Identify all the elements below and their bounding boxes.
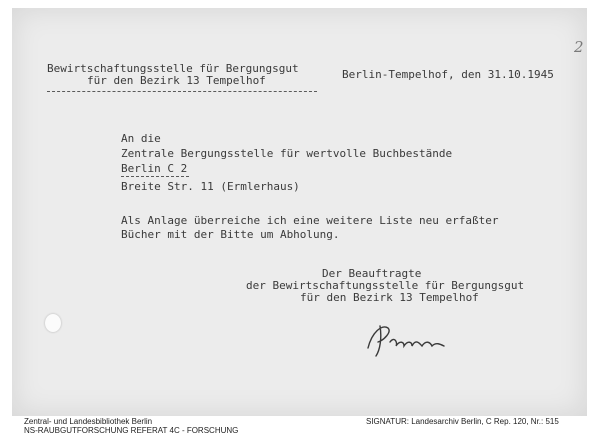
closing-line-2: der Bewirtschaftungsstelle für Bergungsgut xyxy=(246,279,525,292)
body-line-2: Bücher mit der Bitte um Abholung. xyxy=(121,228,340,241)
recipient-city-underline xyxy=(121,176,189,177)
footer-signature-ref: SIGNATUR: Landesarchiv Berlin, C Rep. 120, Nr.: 515 xyxy=(366,417,559,426)
body-line-1: Als Anlage überreiche ich eine weitere Liste neu erfaßter xyxy=(121,214,499,227)
document-page xyxy=(12,8,587,416)
handwritten-signature xyxy=(362,318,452,358)
closing-title: Der Beauftragte xyxy=(322,267,422,280)
footer-library-line2: NS-RAUBGUTFORSCHUNG REFERAT 4C - FORSCHUNG xyxy=(24,426,239,435)
letterhead-place-date: Berlin-Tempelhof, den 31.10.1945 xyxy=(342,68,554,81)
recipient-salutation: An die xyxy=(121,132,161,145)
letterhead-divider xyxy=(47,91,317,92)
letterhead-org-line2: für den Bezirk 13 Tempelhof xyxy=(87,74,266,87)
footer-library-line1: Zentral- und Landesbibliothek Berlin xyxy=(24,417,153,426)
recipient-street: Breite Str. 11 (Ermlerhaus) xyxy=(121,180,300,193)
closing-line-3: für den Bezirk 13 Tempelhof xyxy=(300,291,479,304)
punch-hole xyxy=(45,314,61,332)
page-number: 2 xyxy=(574,38,584,56)
recipient-name: Zentrale Bergungsstelle für wertvolle Buchbestände xyxy=(121,147,453,160)
recipient-city: Berlin C 2 xyxy=(121,162,188,175)
letterhead-org-line1: Bewirtschaftungsstelle für Bergungsgut xyxy=(47,62,299,75)
